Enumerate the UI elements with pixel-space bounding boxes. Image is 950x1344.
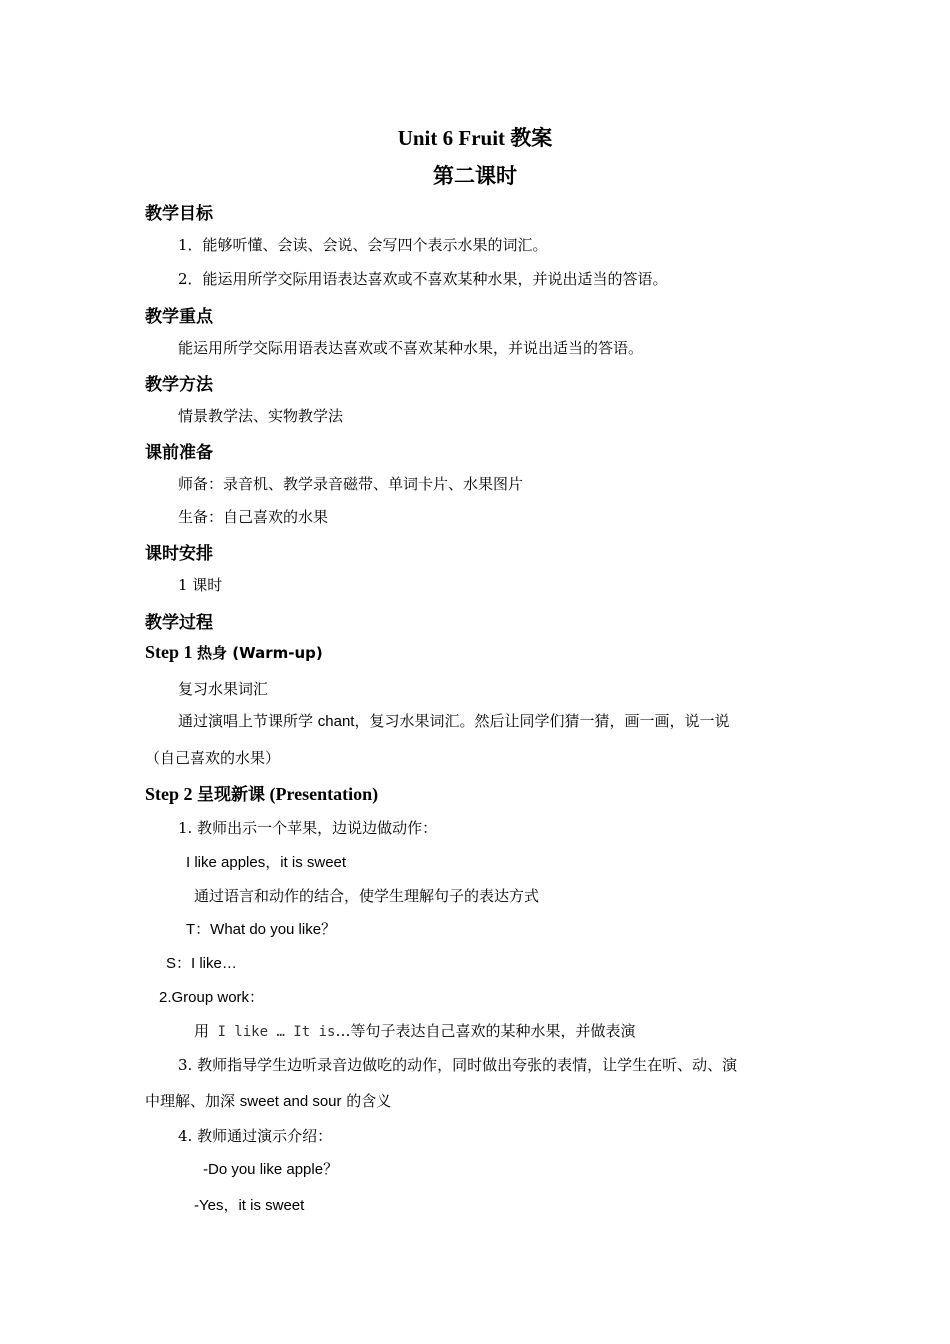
step2-note1: 通过语言和动作的结合，使学生理解句子的表达方式 (194, 887, 540, 905)
step2-item3-line2-b: sweet and sour (239, 1093, 342, 1110)
schedule-text: 1 课时 (178, 576, 223, 594)
step2-dialog-teacher: T：What do you like？ (186, 921, 337, 938)
document-subtitle: 第二课时 (433, 164, 517, 188)
step2-item1: 1. 教师出示一个苹果，边说边做动作： (178, 819, 438, 837)
step1-line2-a: 通过演唱上节课所学 (178, 712, 318, 730)
step2-sentence1: I like apples，it is sweet (186, 854, 347, 871)
process-heading: 教学过程 (145, 613, 213, 633)
step1-line2 (178, 710, 730, 731)
step2-item2-b: I like … It is (209, 1024, 336, 1040)
methods-text: 情景教学法、实物教学法 (178, 407, 344, 425)
step2-item4: 4. 教师通过演示介绍： (178, 1127, 333, 1145)
document-title: Unit 6 Fruit 教案 (397, 126, 553, 150)
step2-suffix: (Presentation) (265, 784, 379, 804)
step1-name: 热身 (Warm-up) (197, 644, 323, 662)
step2-item2-a: 用 (194, 1022, 210, 1040)
methods-heading: 教学方法 (145, 375, 213, 395)
step2-item3-line2-c: 的含义 (341, 1092, 392, 1110)
step2-answer: -Yes，it is sweet (194, 1197, 305, 1214)
step2-item2-line (194, 1020, 635, 1041)
step2-item2: 2.Group work： (159, 989, 265, 1006)
step2-question: -Do you like apple？ (203, 1161, 339, 1178)
objective-item: 1．能够听懂、会读、会说、会写四个表示水果的词汇。 (178, 236, 548, 254)
step1-prefix: Step 1 (145, 642, 198, 662)
key-points-text: 能运用所学交际用语表达喜欢或不喜欢某种水果，并说出适当的答语。 (178, 339, 644, 357)
preparation-teacher: 师备：录音机、教学录音磁带、单词卡片、水果图片 (178, 475, 524, 493)
step1-line2-c: ，复习水果词汇。然后让同学们猜一猜，画一画，说一说 (354, 712, 730, 730)
step2-name: 呈现新课 (197, 785, 266, 805)
step2-item3-line1: 3. 教师指导学生边听录音边做吃的动作，同时做出夸张的表情，让学生在听、动、演 (178, 1056, 738, 1074)
objective-item: 2．能运用所学交际用语表达喜欢或不喜欢某种水果，并说出适当的答语。 (178, 270, 668, 288)
step1-line2-b: chant (317, 713, 355, 730)
preparation-student: 生备：自己喜欢的水果 (178, 508, 329, 526)
step2-heading (145, 780, 378, 805)
step2-item2-c: …等句子表达自己喜欢的某种水果，并做表演 (335, 1022, 636, 1040)
objectives-heading: 教学目标 (145, 204, 213, 224)
step2-item3-line2-a: 中理解、加深 (145, 1092, 240, 1110)
step2-dialog-student: S：I like… (166, 955, 237, 972)
step1-line1: 复习水果词汇 (178, 680, 269, 698)
step1-heading (145, 642, 323, 663)
step1-line3: （自己喜欢的水果） (145, 749, 281, 767)
preparation-heading: 课前准备 (145, 443, 213, 463)
key-points-heading: 教学重点 (145, 307, 213, 327)
step2-item3-line2 (145, 1090, 391, 1111)
schedule-heading: 课时安排 (145, 544, 213, 564)
step2-prefix: Step 2 (145, 784, 198, 804)
